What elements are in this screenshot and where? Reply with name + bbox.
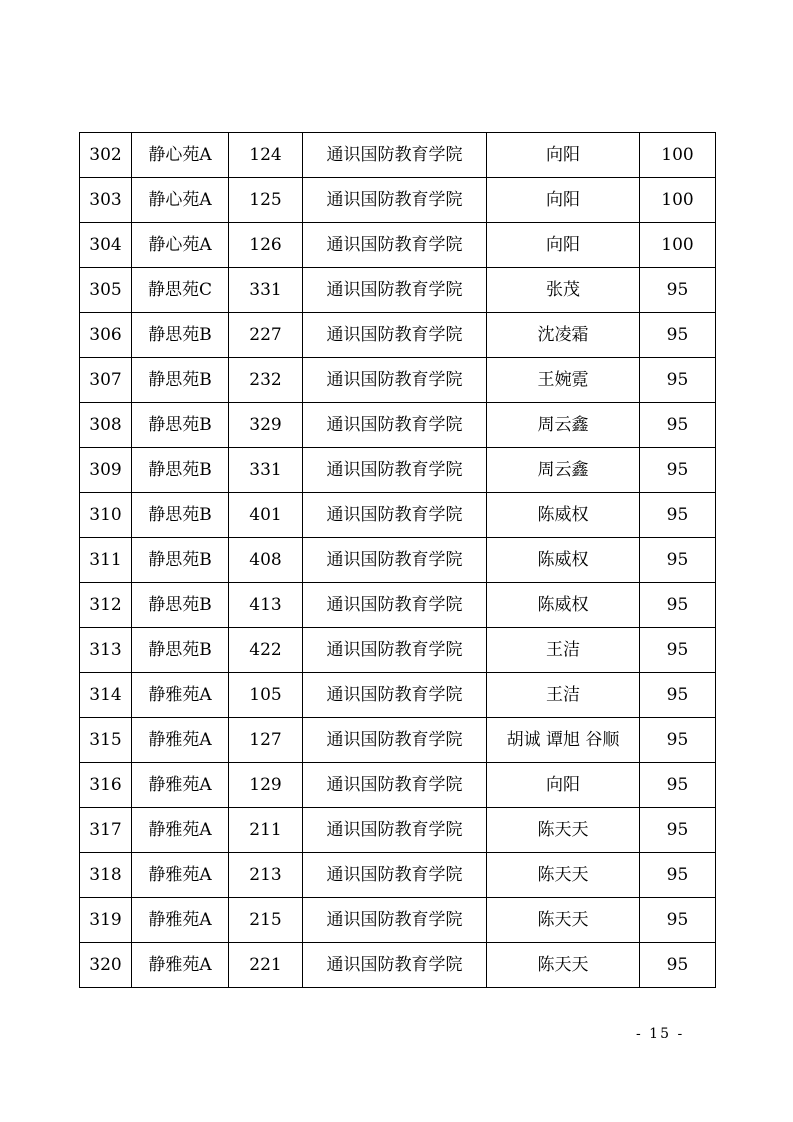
person-in-charge-cell: 向阳 [487, 178, 640, 223]
person-in-charge-cell: 王洁 [487, 628, 640, 673]
person-in-charge-cell: 向阳 [487, 223, 640, 268]
row-number-cell: 314 [80, 673, 132, 718]
table-row [80, 943, 716, 988]
table-row [80, 448, 716, 493]
college-cell: 通识国防教育学院 [303, 853, 487, 898]
row-number-cell: 308 [80, 403, 132, 448]
building-cell: 静思苑B [132, 358, 229, 403]
person-in-charge-cell: 陈天天 [487, 898, 640, 943]
college-cell: 通识国防教育学院 [303, 133, 487, 178]
building-cell: 静思苑B [132, 448, 229, 493]
room-number-cell: 125 [229, 178, 303, 223]
college-cell: 通识国防教育学院 [303, 403, 487, 448]
college-cell: 通识国防教育学院 [303, 448, 487, 493]
room-number-cell: 221 [229, 943, 303, 988]
score-cell: 95 [640, 493, 716, 538]
table-row [80, 313, 716, 358]
score-cell: 95 [640, 628, 716, 673]
table-row [80, 583, 716, 628]
room-number-cell: 129 [229, 763, 303, 808]
row-number-cell: 316 [80, 763, 132, 808]
building-cell: 静心苑A [132, 133, 229, 178]
college-cell: 通识国防教育学院 [303, 673, 487, 718]
row-number-cell: 320 [80, 943, 132, 988]
score-cell: 95 [640, 898, 716, 943]
score-cell: 100 [640, 178, 716, 223]
college-cell: 通识国防教育学院 [303, 223, 487, 268]
score-cell: 95 [640, 403, 716, 448]
score-cell: 95 [640, 808, 716, 853]
person-in-charge-cell: 向阳 [487, 133, 640, 178]
college-cell: 通识国防教育学院 [303, 808, 487, 853]
room-number-cell: 127 [229, 718, 303, 763]
table-row [80, 223, 716, 268]
room-number-cell: 422 [229, 628, 303, 673]
row-number-cell: 311 [80, 538, 132, 583]
building-cell: 静思苑B [132, 538, 229, 583]
college-cell: 通识国防教育学院 [303, 628, 487, 673]
building-cell: 静思苑B [132, 628, 229, 673]
table-row [80, 673, 716, 718]
table-row [80, 853, 716, 898]
person-in-charge-cell: 张茂 [487, 268, 640, 313]
college-cell: 通识国防教育学院 [303, 583, 487, 628]
building-cell: 静雅苑A [132, 853, 229, 898]
person-in-charge-cell: 周云鑫 [487, 448, 640, 493]
score-cell: 100 [640, 223, 716, 268]
row-number-cell: 302 [80, 133, 132, 178]
college-cell: 通识国防教育学院 [303, 718, 487, 763]
score-cell: 95 [640, 268, 716, 313]
person-in-charge-cell: 周云鑫 [487, 403, 640, 448]
score-cell: 95 [640, 448, 716, 493]
table-row [80, 763, 716, 808]
person-in-charge-cell: 陈威权 [487, 493, 640, 538]
building-cell: 静雅苑A [132, 763, 229, 808]
college-cell: 通识国防教育学院 [303, 313, 487, 358]
person-in-charge-cell: 向阳 [487, 763, 640, 808]
table-row [80, 133, 716, 178]
college-cell: 通识国防教育学院 [303, 268, 487, 313]
person-in-charge-cell: 陈威权 [487, 583, 640, 628]
row-number-cell: 318 [80, 853, 132, 898]
room-number-cell: 401 [229, 493, 303, 538]
building-cell: 静心苑A [132, 223, 229, 268]
score-cell: 95 [640, 853, 716, 898]
row-number-cell: 306 [80, 313, 132, 358]
table-row [80, 898, 716, 943]
room-number-cell: 331 [229, 268, 303, 313]
person-in-charge-cell: 沈凌霜 [487, 313, 640, 358]
table-row [80, 403, 716, 448]
table-row [80, 268, 716, 313]
row-number-cell: 310 [80, 493, 132, 538]
room-number-cell: 408 [229, 538, 303, 583]
score-cell: 95 [640, 673, 716, 718]
row-number-cell: 309 [80, 448, 132, 493]
person-in-charge-cell: 胡诚 谭旭 谷顺 [487, 718, 640, 763]
row-number-cell: 303 [80, 178, 132, 223]
room-number-cell: 124 [229, 133, 303, 178]
table-row [80, 178, 716, 223]
row-number-cell: 312 [80, 583, 132, 628]
room-number-cell: 215 [229, 898, 303, 943]
person-in-charge-cell: 陈威权 [487, 538, 640, 583]
row-number-cell: 315 [80, 718, 132, 763]
person-in-charge-cell: 王婉霓 [487, 358, 640, 403]
building-cell: 静心苑A [132, 178, 229, 223]
room-number-cell: 227 [229, 313, 303, 358]
score-cell: 95 [640, 358, 716, 403]
score-cell: 95 [640, 718, 716, 763]
score-cell: 95 [640, 763, 716, 808]
room-number-cell: 213 [229, 853, 303, 898]
row-number-cell: 319 [80, 898, 132, 943]
row-number-cell: 307 [80, 358, 132, 403]
page-number: - 15 - [636, 1026, 685, 1042]
person-in-charge-cell: 陈天天 [487, 853, 640, 898]
building-cell: 静思苑C [132, 268, 229, 313]
room-number-cell: 105 [229, 673, 303, 718]
building-cell: 静思苑B [132, 583, 229, 628]
table-body [80, 133, 716, 988]
table-row [80, 538, 716, 583]
college-cell: 通识国防教育学院 [303, 763, 487, 808]
table-row [80, 808, 716, 853]
building-cell: 静思苑B [132, 493, 229, 538]
person-in-charge-cell: 陈天天 [487, 943, 640, 988]
table-row [80, 628, 716, 673]
room-number-cell: 331 [229, 448, 303, 493]
college-cell: 通识国防教育学院 [303, 178, 487, 223]
room-number-cell: 413 [229, 583, 303, 628]
row-number-cell: 317 [80, 808, 132, 853]
dormitory-score-table [79, 132, 716, 988]
room-number-cell: 126 [229, 223, 303, 268]
score-cell: 95 [640, 313, 716, 358]
score-cell: 95 [640, 538, 716, 583]
college-cell: 通识国防教育学院 [303, 538, 487, 583]
score-cell: 95 [640, 583, 716, 628]
room-number-cell: 232 [229, 358, 303, 403]
building-cell: 静雅苑A [132, 673, 229, 718]
row-number-cell: 313 [80, 628, 132, 673]
score-cell: 100 [640, 133, 716, 178]
row-number-cell: 305 [80, 268, 132, 313]
score-cell: 95 [640, 943, 716, 988]
college-cell: 通识国防教育学院 [303, 943, 487, 988]
person-in-charge-cell: 陈天天 [487, 808, 640, 853]
table-row [80, 493, 716, 538]
building-cell: 静雅苑A [132, 808, 229, 853]
room-number-cell: 211 [229, 808, 303, 853]
building-cell: 静思苑B [132, 403, 229, 448]
person-in-charge-cell: 王洁 [487, 673, 640, 718]
row-number-cell: 304 [80, 223, 132, 268]
college-cell: 通识国防教育学院 [303, 493, 487, 538]
building-cell: 静雅苑A [132, 718, 229, 763]
building-cell: 静雅苑A [132, 943, 229, 988]
building-cell: 静思苑B [132, 313, 229, 358]
college-cell: 通识国防教育学院 [303, 358, 487, 403]
building-cell: 静雅苑A [132, 898, 229, 943]
table-row [80, 358, 716, 403]
room-number-cell: 329 [229, 403, 303, 448]
college-cell: 通识国防教育学院 [303, 898, 487, 943]
table-row [80, 718, 716, 763]
